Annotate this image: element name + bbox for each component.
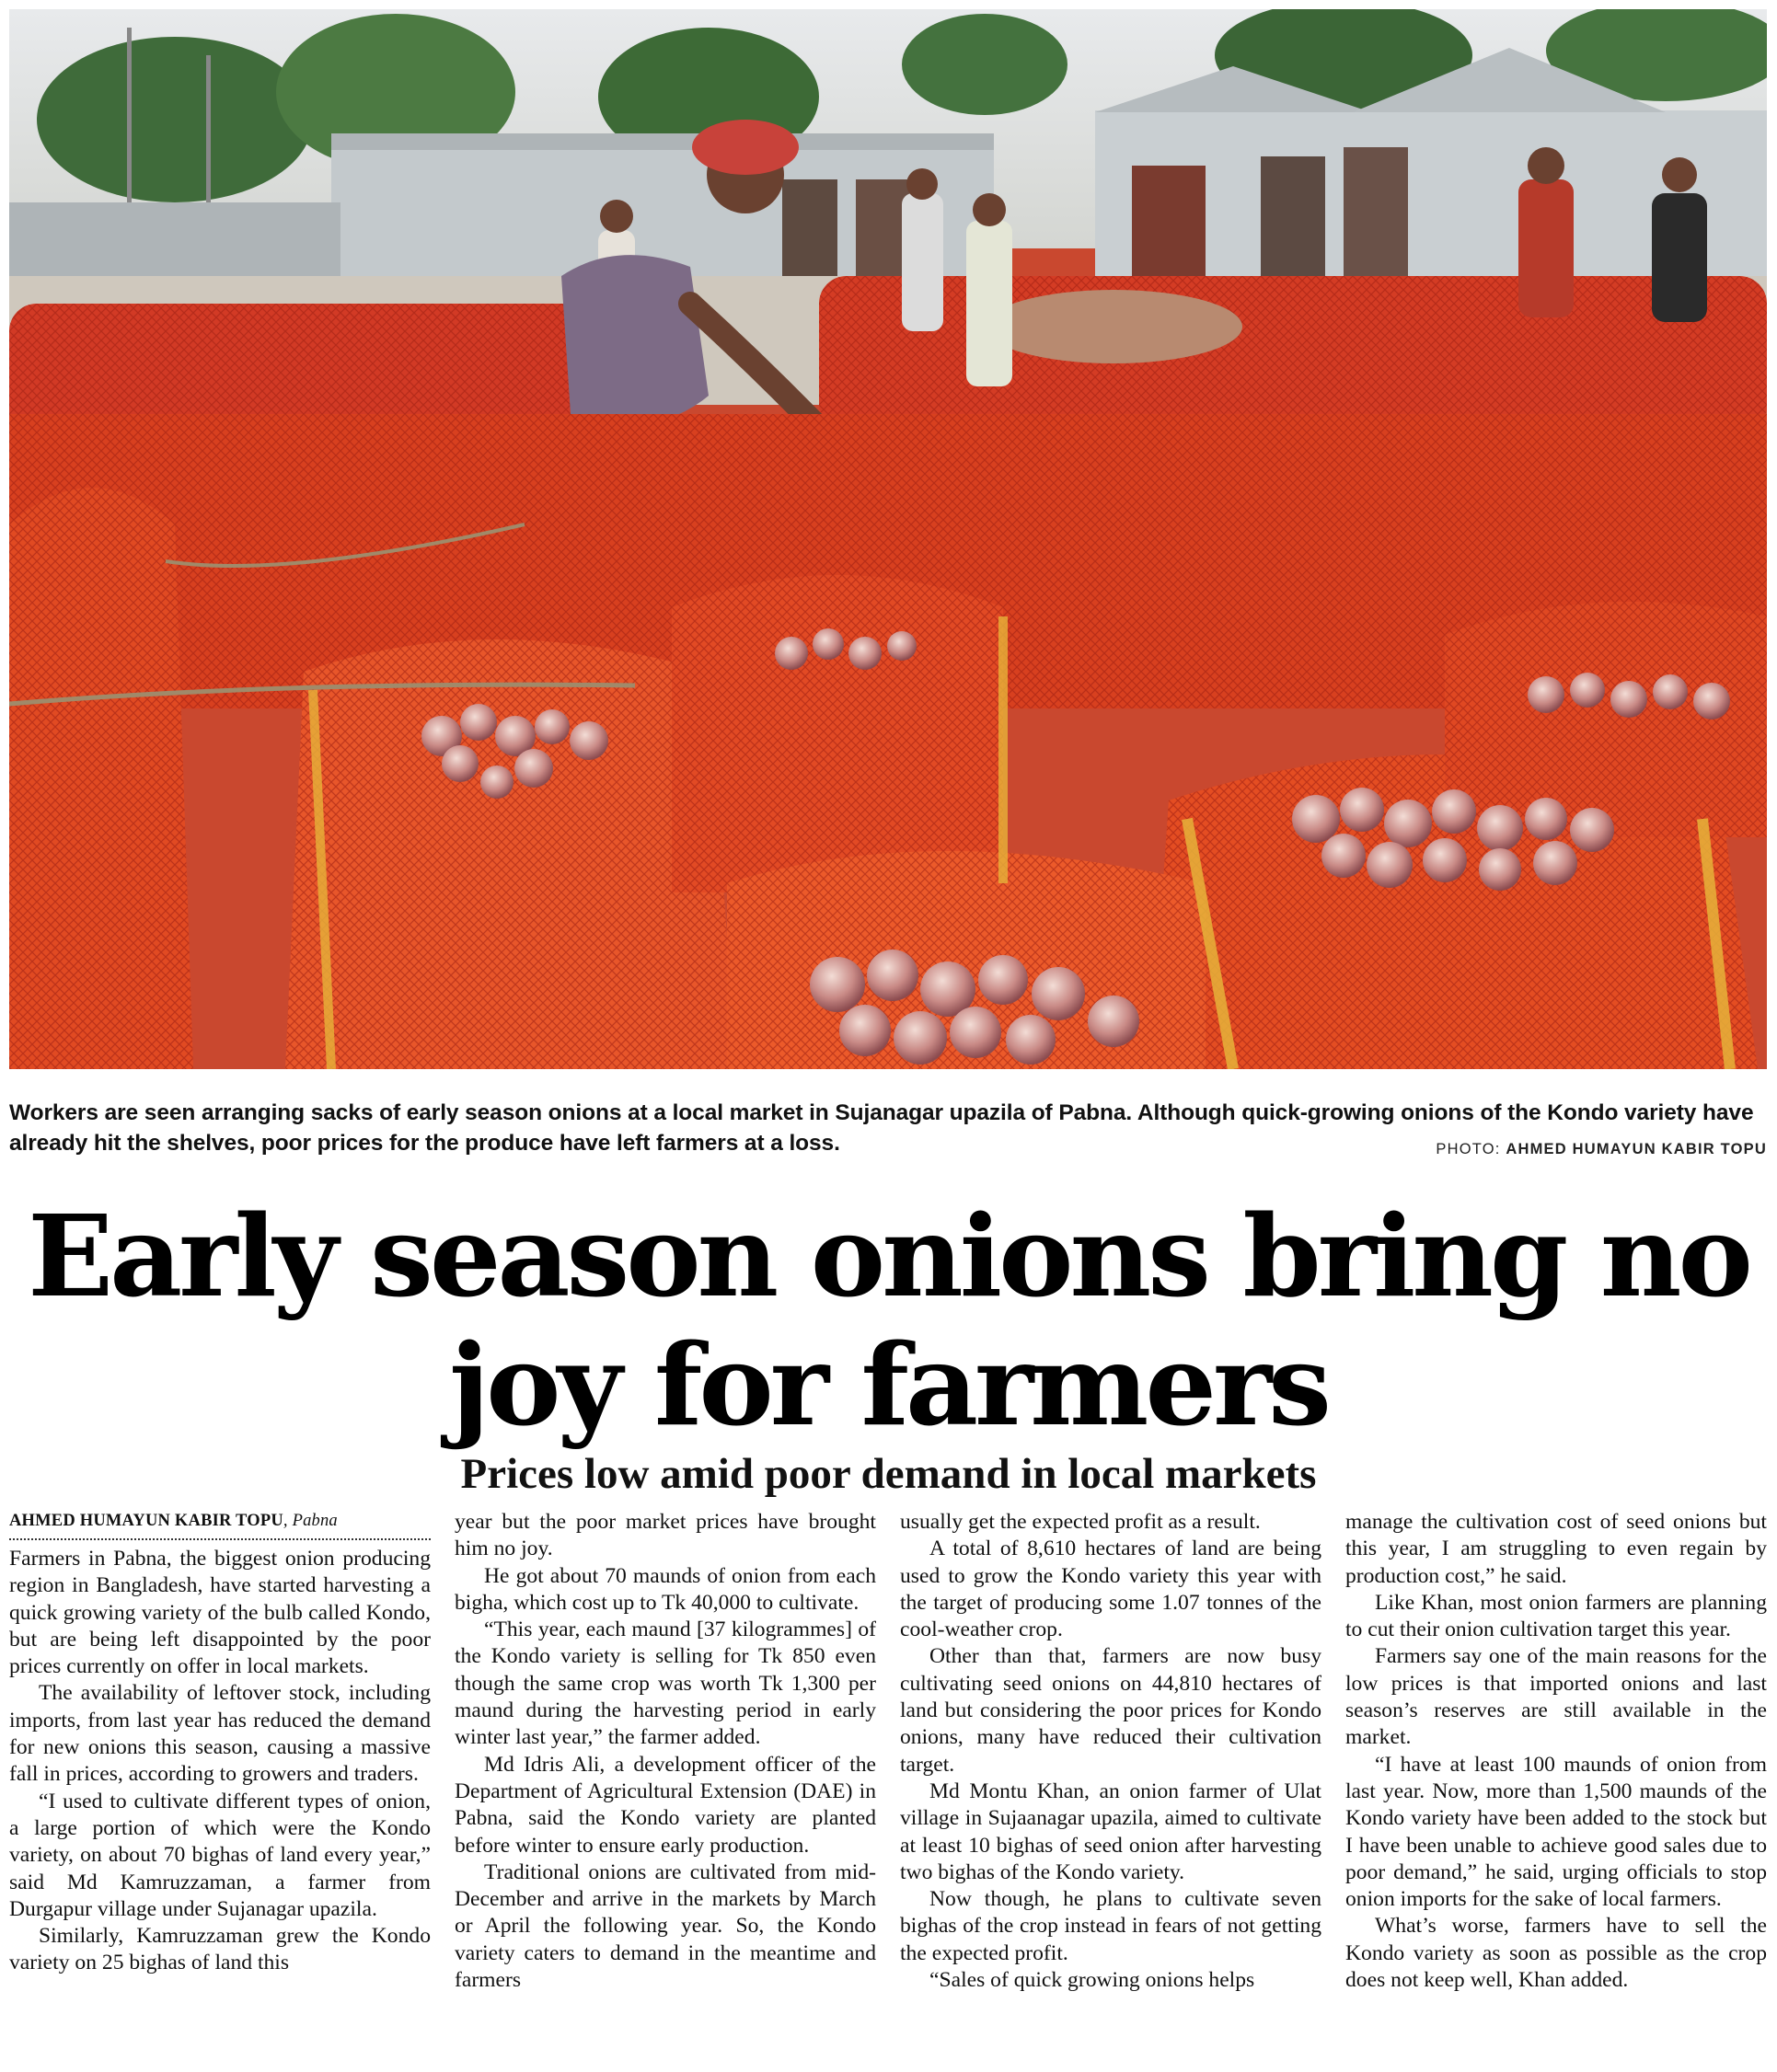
article-column-4 — [1345, 1509, 1767, 2068]
paragraph: “I have at least 100 maunds of onion from last year. Now, more than 1,500 maunds of the Kondo variety have been added to the stock but I have been unable to achieve good sales due to poor demand,” he said, urging officials to stop onion imports for the sake of local farmers. — [1345, 1752, 1767, 1912]
paragraph: Traditional onions are cultivated from mid-December and arrive in the markets by March or April the following year. So, the Kondo variety caters to demand in the meantime and farmers — [455, 1859, 876, 1993]
paragraph: Farmers in Pabna, the biggest onion producing region in Bangladesh, have started harvesting a quick growing variety of the bulb called Kondo, but are being left disappointed by the poor prices currently on offer in local markets. — [9, 1547, 431, 1679]
news-photo — [9, 9, 1767, 1069]
paragraph: Md Idris Ali, a development officer of the Department of Agricultural Extension (DAE) in Pabna, said the Kondo variety are planted before winter to ensure early production. — [455, 1752, 876, 1858]
article-column-3 — [900, 1509, 1321, 2068]
paragraph: year but the poor market prices have brought him no joy. — [455, 1510, 876, 1561]
paragraph: The availability of leftover stock, including imports, from last year has reduced the demand for new onions this season, causing a massive fall in prices, according to growers and traders. — [9, 1681, 431, 1787]
paragraph: Similarly, Kamruzzaman grew the Kondo variety on 25 bighas of land this — [9, 1924, 431, 1975]
byline-name: AHMED HUMAYUN KABIR TOPU — [9, 1512, 283, 1530]
byline-location: , Pabna — [283, 1512, 338, 1530]
article-column-2 — [455, 1509, 876, 2068]
paragraph: He got about 70 maunds of onion from each bigha, which cost up to Tk 40,000 to cultivate. — [455, 1563, 876, 1615]
paragraph: “This year, each maund [37 kilogrammes] of the Kondo variety is selling for Tk 850 even though the same crop was worth Tk 1,300 per maund during the harvesting period in early winter last year,” the farmer added. — [455, 1617, 876, 1750]
paragraph: usually get the expected profit as a result. — [900, 1510, 1261, 1534]
article-body — [9, 1509, 1767, 2068]
photo-credit — [1436, 1141, 1767, 1158]
paragraph: Other than that, farmers are now busy cultivating seed onions on 44,810 hectares of land but considering the poor prices for Kondo onions, many have reduced their cultivation target. — [900, 1644, 1321, 1777]
photo-caption: Workers are seen arranging sacks of early season onions at a local market in Sujanagar upazila of Pabna. Although quick-growing onions of the Kondo variety have already hit the shelves, poor prices for the produce have left farmers at a loss. — [9, 1100, 1754, 1156]
paragraph: “Sales of quick growing onions helps — [929, 1968, 1255, 1993]
paragraph: Now though, he plans to cultivate seven bighas of the crop instead in fears of not getting the expected profit. — [900, 1887, 1321, 1965]
headline: Early season onions bring no joy for farmers — [28, 1190, 1749, 1451]
paragraph: What’s worse, farmers have to sell the Kondo variety as soon as possible as the crop does not keep well, Khan added. — [1345, 1914, 1767, 1993]
article-column-1 — [9, 1509, 431, 2068]
paragraph: Farmers say one of the main reasons for the low prices is that imported onions and last season’s reserves are still available in the market. — [1345, 1644, 1767, 1750]
paragraph: “I used to cultivate different types of onion, a large portion of which were the Kondo variety, on about 70 bighas of land every year,” said Md Kamruzzaman, a farmer from Durgapur village under Sujanagar upazila. — [9, 1789, 431, 1921]
subheadline: Prices low amid poor demand in local markets — [460, 1450, 1317, 1498]
byline — [9, 1509, 431, 1540]
paragraph: Like Khan, most onion farmers are planning to cut their onion cultivation target this year. — [1345, 1590, 1767, 1642]
paragraph: manage the cultivation cost of seed onions but this year, I am struggling to even regain by production cost,” he said. — [1345, 1510, 1767, 1588]
onion-market-illustration — [9, 9, 1767, 1069]
paragraph: A total of 8,610 hectares of land are being used to grow the Kondo variety this year with the target of producing some 1.07 tonnes of the cool-weather crop. — [900, 1537, 1321, 1642]
photo-credit-prefix: PHOTO: — [1436, 1141, 1501, 1157]
paragraph: Md Montu Khan, an onion farmer of Ulat village in Sujaanagar upazila, aimed to cultivate at least 10 bighas of seed onion after harvesting two bighas of the Kondo variety. — [900, 1778, 1321, 1884]
photo-credit-name: AHMED HUMAYUN KABIR TOPU — [1506, 1141, 1767, 1157]
